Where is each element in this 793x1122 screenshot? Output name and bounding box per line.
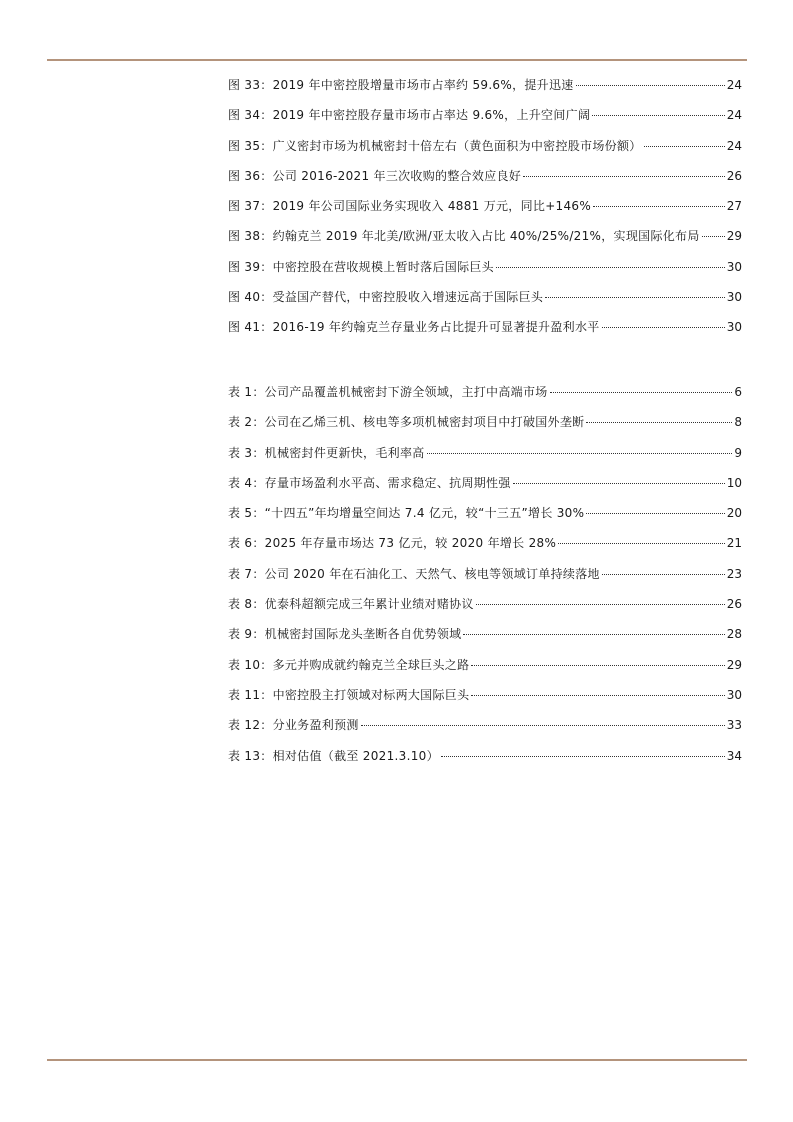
entry-label: 表 11：中密控股主打领域对标两大国际巨头	[228, 687, 470, 702]
entry-label: 图 34：2019 年中密控股存量市场市占率达 9.6%，上升空间广阔	[228, 108, 591, 123]
figure-entry[interactable]	[228, 225, 742, 255]
table-entry[interactable]	[228, 442, 742, 472]
dot-leader	[702, 236, 725, 237]
table-entry[interactable]	[228, 411, 742, 441]
entry-page: 24	[726, 108, 742, 123]
table-entry[interactable]	[228, 654, 742, 684]
entry-page: 33	[726, 718, 742, 733]
entry-page: 24	[726, 138, 742, 153]
table-entry[interactable]	[228, 381, 742, 411]
entry-page: 34	[726, 748, 742, 763]
entry-page: 28	[726, 627, 742, 642]
table-entry[interactable]	[228, 745, 742, 775]
dot-leader	[513, 483, 725, 484]
entry-page: 21	[726, 536, 742, 551]
entry-label: 表 8：优泰科超额完成三年累计业绩对赌协议	[228, 597, 474, 612]
entry-label: 表 9：机械密封国际龙头垄断各自优势领域	[228, 627, 462, 642]
entry-label: 表 3：机械密封件更新快，毛利率高	[228, 445, 425, 460]
entry-page: 30	[726, 320, 742, 335]
dot-leader	[576, 85, 725, 86]
entry-label: 表 1：公司产品覆盖机械密封下游全领域，主打中高端市场	[228, 385, 548, 399]
dot-leader	[523, 176, 725, 177]
dot-leader	[441, 756, 725, 757]
entry-page: 24	[726, 78, 742, 92]
dot-leader	[586, 422, 732, 423]
figure-entry[interactable]	[228, 74, 742, 104]
dot-leader	[593, 206, 725, 207]
dot-leader	[602, 574, 725, 575]
entry-label: 图 41：2016-19 年约翰克兰存量业务占比提升可显著提升盈利水平	[228, 320, 600, 335]
entry-label: 图 37：2019 年公司国际业务实现收入 4881 万元，同比+146%	[228, 199, 592, 214]
figure-entry[interactable]	[228, 256, 742, 286]
entry-page: 29	[726, 657, 742, 672]
entry-label: 表 13：相对估值（截至 2021.3.10）	[228, 748, 439, 763]
entry-page: 8	[734, 415, 742, 430]
figure-list	[228, 74, 742, 347]
dot-leader	[471, 665, 724, 666]
table-entry[interactable]	[228, 684, 742, 714]
dot-leader	[586, 513, 724, 514]
dot-leader	[471, 695, 724, 696]
dot-leader	[592, 115, 724, 116]
entry-page: 20	[726, 506, 742, 521]
dot-leader	[558, 543, 725, 544]
figure-entry[interactable]	[228, 316, 742, 346]
entry-page: 30	[726, 290, 742, 305]
entry-page: 27	[726, 199, 742, 214]
entry-label: 表 12：分业务盈利预测	[228, 718, 359, 733]
dot-leader	[644, 146, 725, 147]
table-entry[interactable]	[228, 472, 742, 502]
entry-page: 6	[734, 385, 742, 399]
entry-label: 图 36：公司 2016-2021 年三次收购的整合效应良好	[228, 168, 522, 183]
figure-entry[interactable]	[228, 195, 742, 225]
entry-page: 9	[734, 445, 742, 460]
figure-entry[interactable]	[228, 104, 742, 134]
entry-label: 表 4：存量市场盈利水平高、需求稳定、抗周期性强	[228, 475, 511, 490]
table-entry[interactable]	[228, 593, 742, 623]
table-entry[interactable]	[228, 502, 742, 532]
header-rule	[47, 59, 747, 61]
entry-label: 图 40：受益国产替代，中密控股收入增速远高于国际巨头	[228, 290, 544, 305]
dot-leader	[476, 604, 725, 605]
entry-label: 图 39：中密控股在营收规模上暂时落后国际巨头	[228, 259, 494, 274]
entry-label: 表 7：公司 2020 年在石油化工、天然气、核电等领域订单持续落地	[228, 566, 600, 581]
footer-rule	[47, 1059, 747, 1061]
entry-page: 30	[726, 687, 742, 702]
dot-leader	[361, 725, 725, 726]
figure-entry[interactable]	[228, 165, 742, 195]
dot-leader	[550, 392, 733, 393]
table-entry[interactable]	[228, 623, 742, 653]
figure-entry[interactable]	[228, 286, 742, 316]
table-entry[interactable]	[228, 563, 742, 593]
entry-page: 30	[726, 259, 742, 274]
table-list	[228, 381, 742, 775]
dot-leader	[463, 634, 724, 635]
entry-page: 29	[726, 229, 742, 244]
dot-leader	[602, 327, 725, 328]
figure-entry[interactable]	[228, 135, 742, 165]
entry-label: 图 35：广义密封市场为机械密封十倍左右（黄色面积为中密控股市场份额）	[228, 138, 642, 153]
table-entry[interactable]	[228, 714, 742, 744]
entry-label: 表 5：“十四五”年均增量空间达 7.4 亿元，较“十三五”增长 30%	[228, 506, 585, 521]
entry-label: 图 33：2019 年中密控股增量市场市占率约 59.6%，提升迅速	[228, 78, 574, 92]
dot-leader	[496, 267, 725, 268]
entry-label: 表 10：多元并购成就约翰克兰全球巨头之路	[228, 657, 470, 672]
dot-leader	[545, 297, 725, 298]
entry-label: 表 2：公司在乙烯三机、核电等多项机械密封项目中打破国外垄断	[228, 415, 585, 430]
entry-page: 10	[726, 475, 742, 490]
dot-leader	[427, 453, 733, 454]
entry-page: 26	[726, 597, 742, 612]
entry-label: 图 38：约翰克兰 2019 年北美/欧洲/亚太收入占比 40%/25%/21%，实现国际化布局	[228, 229, 700, 244]
table-entry[interactable]	[228, 532, 742, 562]
entry-label: 表 6：2025 年存量市场达 73 亿元，较 2020 年增长 28%	[228, 536, 557, 551]
entry-page: 23	[726, 566, 742, 581]
entry-page: 26	[726, 168, 742, 183]
